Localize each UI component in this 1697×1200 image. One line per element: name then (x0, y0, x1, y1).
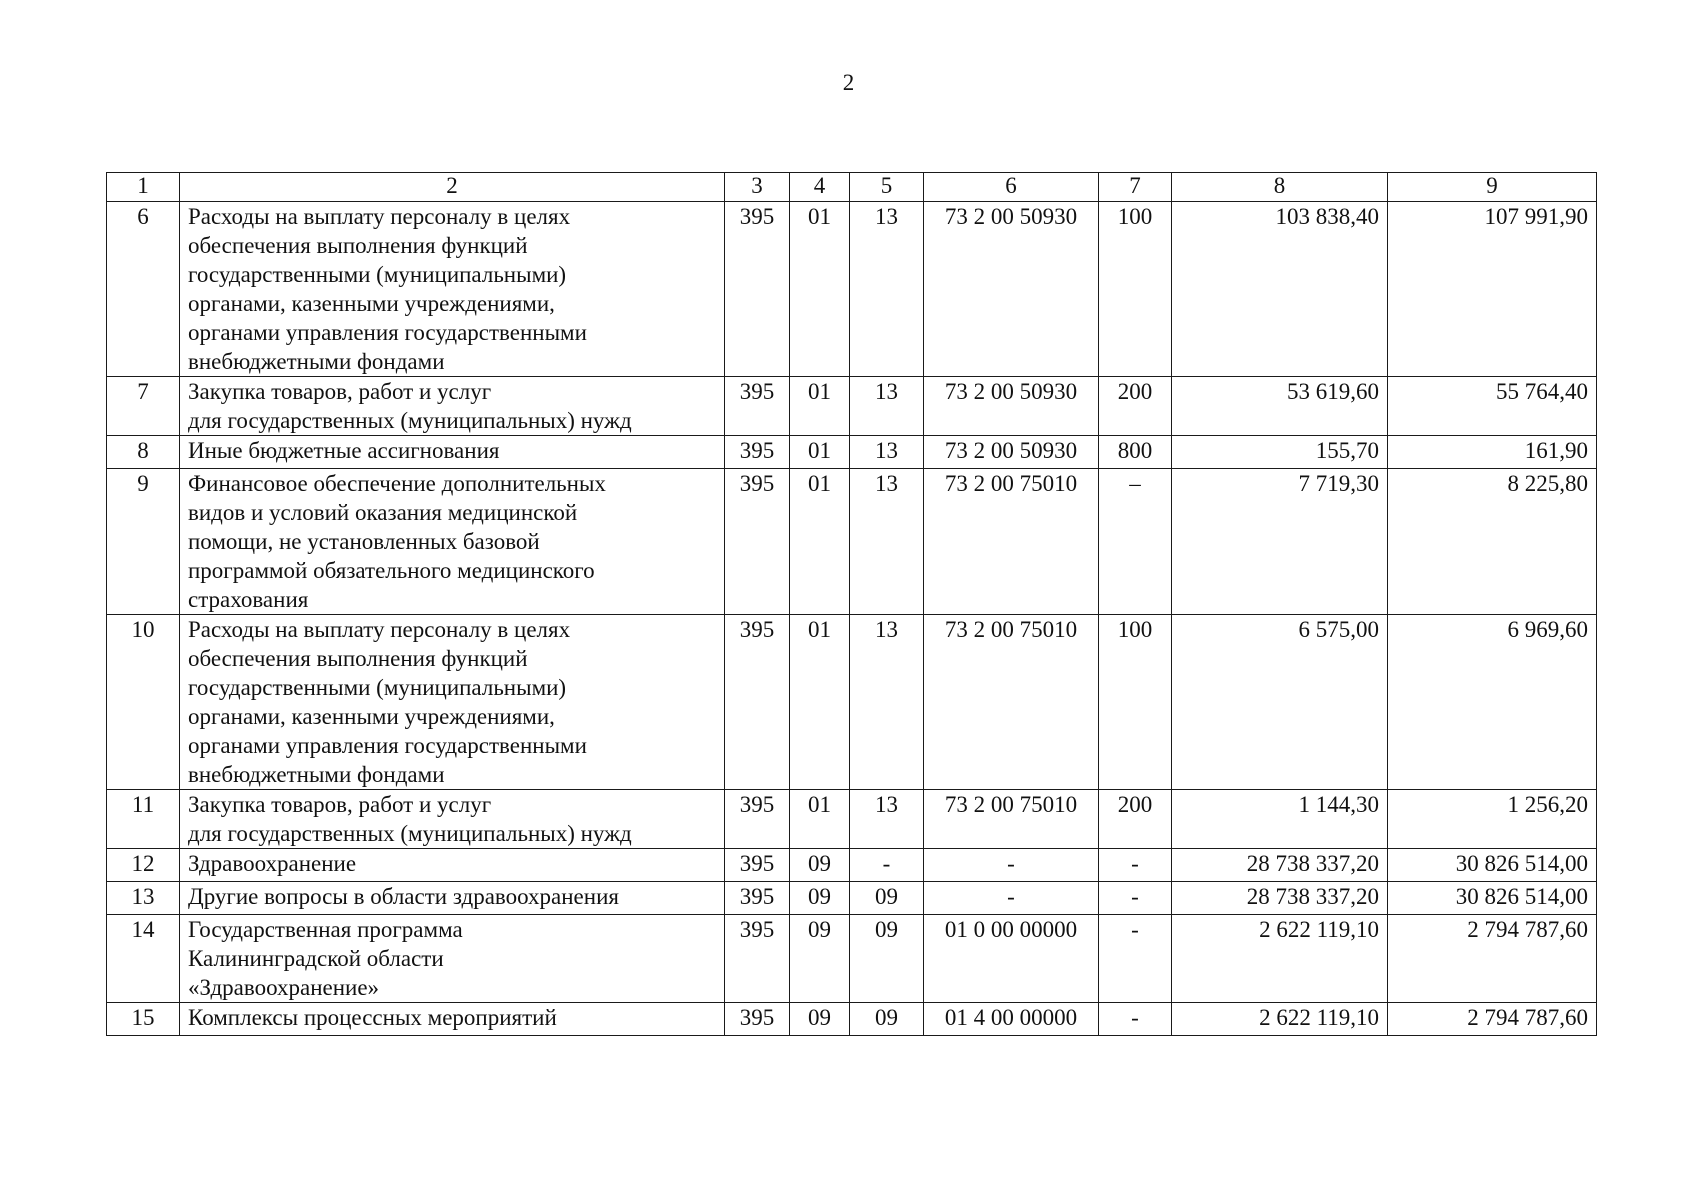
col-5-value: 13 (850, 202, 924, 377)
header-col-6: 6 (924, 173, 1099, 202)
header-col-1: 1 (107, 173, 180, 202)
col-6-value: 73 2 00 50930 (924, 202, 1099, 377)
col-4-value: 09 (790, 882, 850, 915)
col-8-amount: 7 719,30 (1172, 469, 1388, 615)
header-col-2: 2 (180, 173, 725, 202)
col-9-amount: 1 256,20 (1388, 790, 1597, 849)
header-col-3: 3 (725, 173, 790, 202)
col-6-value: 73 2 00 50930 (924, 377, 1099, 436)
row-number: 12 (107, 849, 180, 882)
col-8-amount: 53 619,60 (1172, 377, 1388, 436)
col-9-amount: 2 794 787,60 (1388, 915, 1597, 1003)
row-name: Другие вопросы в области здравоохранения (180, 882, 725, 915)
col-4-value: 09 (790, 849, 850, 882)
col-6-value: - (924, 849, 1099, 882)
col-9-amount: 6 969,60 (1388, 615, 1597, 790)
row-number: 9 (107, 469, 180, 615)
col-7-value: 100 (1099, 202, 1172, 377)
col-3-value: 395 (725, 882, 790, 915)
row-number: 7 (107, 377, 180, 436)
col-6-value: 73 2 00 75010 (924, 469, 1099, 615)
col-9-amount: 8 225,80 (1388, 469, 1597, 615)
col-6-value: 01 0 00 00000 (924, 915, 1099, 1003)
row-name: Иные бюджетные ассигнования (180, 436, 725, 469)
col-5-value: 09 (850, 882, 924, 915)
header-col-9: 9 (1388, 173, 1597, 202)
row-name: Здравоохранение (180, 849, 725, 882)
row-name: Закупка товаров, работ и услуг для государственных (муниципальных) нужд (180, 377, 725, 436)
row-name: Финансовое обеспечение дополнительных видов и условий оказания медицинской помощи, не установленных базовой программой обязательного медицинского страхования (180, 469, 725, 615)
col-7-value: 200 (1099, 377, 1172, 436)
row-name: Комплексы процессных мероприятий (180, 1003, 725, 1036)
row-number: 13 (107, 882, 180, 915)
col-8-amount: 155,70 (1172, 436, 1388, 469)
col-6-value: 73 2 00 50930 (924, 436, 1099, 469)
col-3-value: 395 (725, 377, 790, 436)
col-7-value: - (1099, 915, 1172, 1003)
row-number: 6 (107, 202, 180, 377)
col-7-value: 100 (1099, 615, 1172, 790)
budget-table (106, 172, 1597, 1036)
page-number: 2 (842, 70, 855, 95)
header-col-8: 8 (1172, 173, 1388, 202)
col-8-amount: 1 144,30 (1172, 790, 1388, 849)
header-col-7: 7 (1099, 173, 1172, 202)
col-4-value: 01 (790, 615, 850, 790)
col-5-value: 13 (850, 790, 924, 849)
header-col-5: 5 (850, 173, 924, 202)
col-7-value: 800 (1099, 436, 1172, 469)
col-4-value: 01 (790, 202, 850, 377)
col-5-value: 09 (850, 915, 924, 1003)
col-7-value: - (1099, 1003, 1172, 1036)
col-9-amount: 30 826 514,00 (1388, 849, 1597, 882)
col-8-amount: 2 622 119,10 (1172, 1003, 1388, 1036)
col-6-value: 73 2 00 75010 (924, 615, 1099, 790)
table-row (107, 377, 1597, 436)
col-9-amount: 161,90 (1388, 436, 1597, 469)
col-5-value: 13 (850, 436, 924, 469)
col-7-value: - (1099, 882, 1172, 915)
col-9-amount: 55 764,40 (1388, 377, 1597, 436)
col-3-value: 395 (725, 615, 790, 790)
col-9-amount: 30 826 514,00 (1388, 882, 1597, 915)
col-8-amount: 6 575,00 (1172, 615, 1388, 790)
col-8-amount: 103 838,40 (1172, 202, 1388, 377)
col-3-value: 395 (725, 915, 790, 1003)
row-number: 8 (107, 436, 180, 469)
row-name: Государственная программа Калининградской области «Здравоохранение» (180, 915, 725, 1003)
row-number: 10 (107, 615, 180, 790)
table-row (107, 1003, 1597, 1036)
col-4-value: 01 (790, 469, 850, 615)
col-4-value: 01 (790, 377, 850, 436)
col-5-value: 09 (850, 1003, 924, 1036)
table-row (107, 790, 1597, 849)
table-row (107, 849, 1597, 882)
col-8-amount: 28 738 337,20 (1172, 882, 1388, 915)
col-7-value: – (1099, 469, 1172, 615)
header-col-4: 4 (790, 173, 850, 202)
col-4-value: 01 (790, 790, 850, 849)
col-7-value: 200 (1099, 790, 1172, 849)
col-5-value: 13 (850, 377, 924, 436)
table-row (107, 882, 1597, 915)
col-3-value: 395 (725, 1003, 790, 1036)
table-row (107, 615, 1597, 790)
col-5-value: - (850, 849, 924, 882)
table-row (107, 469, 1597, 615)
col-8-amount: 28 738 337,20 (1172, 849, 1388, 882)
table-header-row (107, 173, 1597, 202)
col-3-value: 395 (725, 849, 790, 882)
row-number: 11 (107, 790, 180, 849)
row-name: Расходы на выплату персоналу в целях обеспечения выполнения функций государственными (муниципальными) органами, казенными учреждениями, органами управления государственными внебюджетными фондами (180, 615, 725, 790)
col-3-value: 395 (725, 436, 790, 469)
table-row (107, 436, 1597, 469)
col-3-value: 395 (725, 202, 790, 377)
col-6-value: 73 2 00 75010 (924, 790, 1099, 849)
col-9-amount: 107 991,90 (1388, 202, 1597, 377)
row-name: Закупка товаров, работ и услуг для государственных (муниципальных) нужд (180, 790, 725, 849)
row-name: Расходы на выплату персоналу в целях обеспечения выполнения функций государственными (муниципальными) органами, казенными учреждениями, органами управления государственными внебюджетными фондами (180, 202, 725, 377)
row-number: 14 (107, 915, 180, 1003)
col-3-value: 395 (725, 790, 790, 849)
col-4-value: 01 (790, 436, 850, 469)
table-row (107, 202, 1597, 377)
col-5-value: 13 (850, 615, 924, 790)
col-7-value: - (1099, 849, 1172, 882)
col-4-value: 09 (790, 1003, 850, 1036)
col-9-amount: 2 794 787,60 (1388, 1003, 1597, 1036)
col-6-value: - (924, 882, 1099, 915)
table-row (107, 915, 1597, 1003)
col-8-amount: 2 622 119,10 (1172, 915, 1388, 1003)
row-number: 15 (107, 1003, 180, 1036)
col-5-value: 13 (850, 469, 924, 615)
col-6-value: 01 4 00 00000 (924, 1003, 1099, 1036)
col-3-value: 395 (725, 469, 790, 615)
col-4-value: 09 (790, 915, 850, 1003)
